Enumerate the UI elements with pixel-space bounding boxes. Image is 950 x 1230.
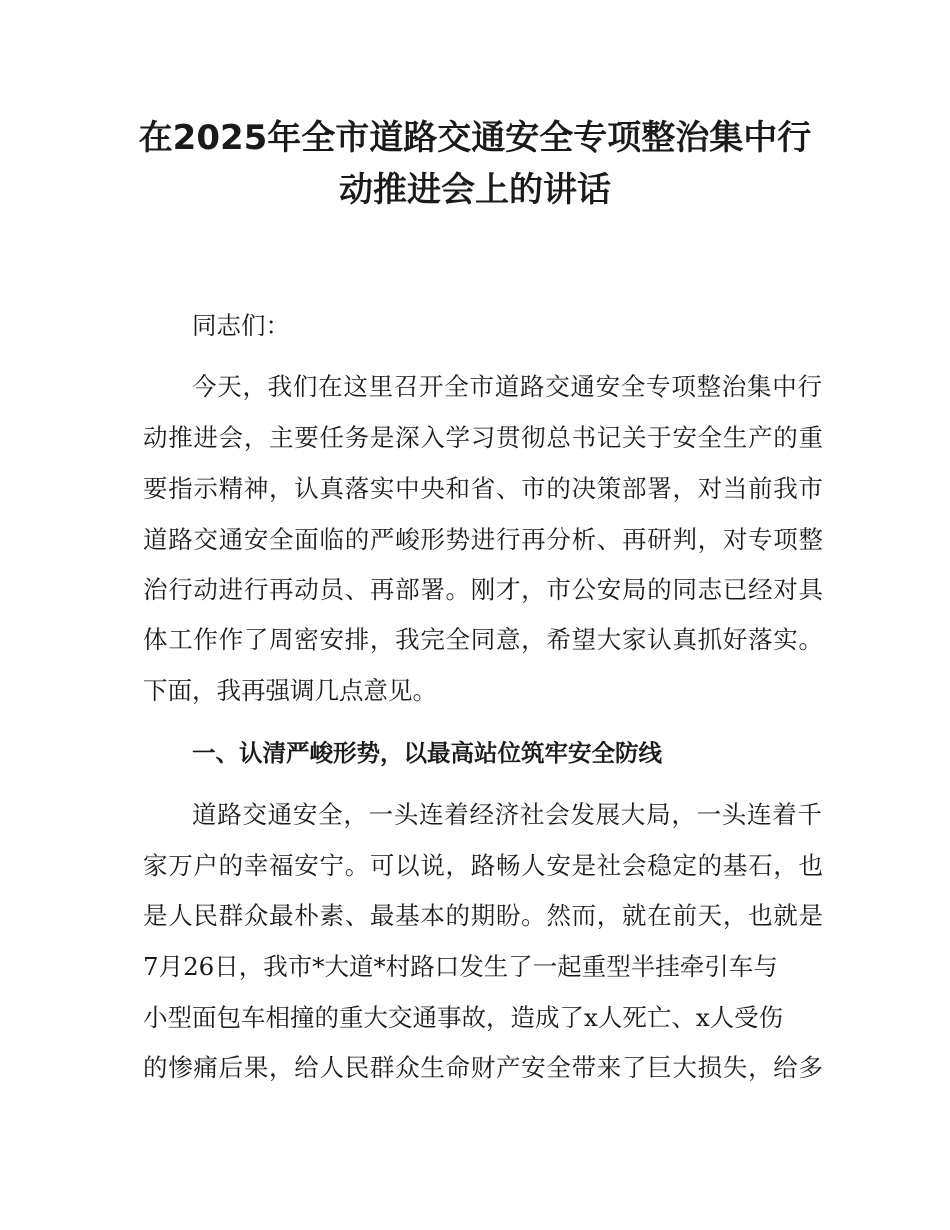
- paragraph-1-line-1: 今天，我们在这里召开全市道路交通安全专项整治集中行: [192, 372, 822, 401]
- document-title: [120, 112, 830, 216]
- paragraph-2-line-5: 小型面包车相撞的重大交通事故，造成了x人死亡、x人受伤: [143, 1003, 784, 1032]
- paragraph-1-line-7: 下面，我再强调几点意见。: [143, 676, 437, 705]
- paragraph-1-line-4: 道路交通安全面临的严峻形势进行再分析、再研判，对专项整: [143, 525, 823, 554]
- greeting: 同志们：: [192, 311, 290, 340]
- paragraph-2-line-1: 道路交通安全，一头连着经济社会发展大局，一头连着千: [192, 800, 822, 829]
- paragraph-1-line-3: 要指示精神，认真落实中央和省、市的决策部署，对当前我市: [143, 474, 823, 503]
- paragraph-2-line-3: 是人民群众最朴素、最基本的期盼。然而，就在前天，也就是: [143, 901, 823, 930]
- paragraph-2-line-6: 的惨痛后果，给人民群众生命财产安全带来了巨大损失，给多: [143, 1053, 823, 1082]
- paragraph-1-line-6: 体工作作了周密安排，我完全同意，希望大家认真抓好落实。: [143, 625, 823, 654]
- paragraph-1-line-2: 动推进会，主要任务是深入学习贯彻总书记关于安全生产的重: [143, 423, 823, 452]
- paragraph-2-line-2: 家万户的幸福安宁。可以说，路畅人安是社会稳定的基石，也: [143, 851, 823, 880]
- title-line-1: 在2025年全市道路交通安全专项整治集中行: [138, 118, 812, 158]
- section-1-heading: 一、认清严峻形势，以最高站位筑牢安全防线: [192, 739, 662, 767]
- paragraph-1-line-5: 治行动进行再动员、再部署。刚才，市公安局的同志已经对具: [143, 575, 823, 604]
- title-line-2: 动推进会上的讲话: [339, 170, 611, 210]
- paragraph-2-line-4: 7月26日，我市*大道*村路口发生了一起重型半挂牵引车与: [143, 952, 778, 981]
